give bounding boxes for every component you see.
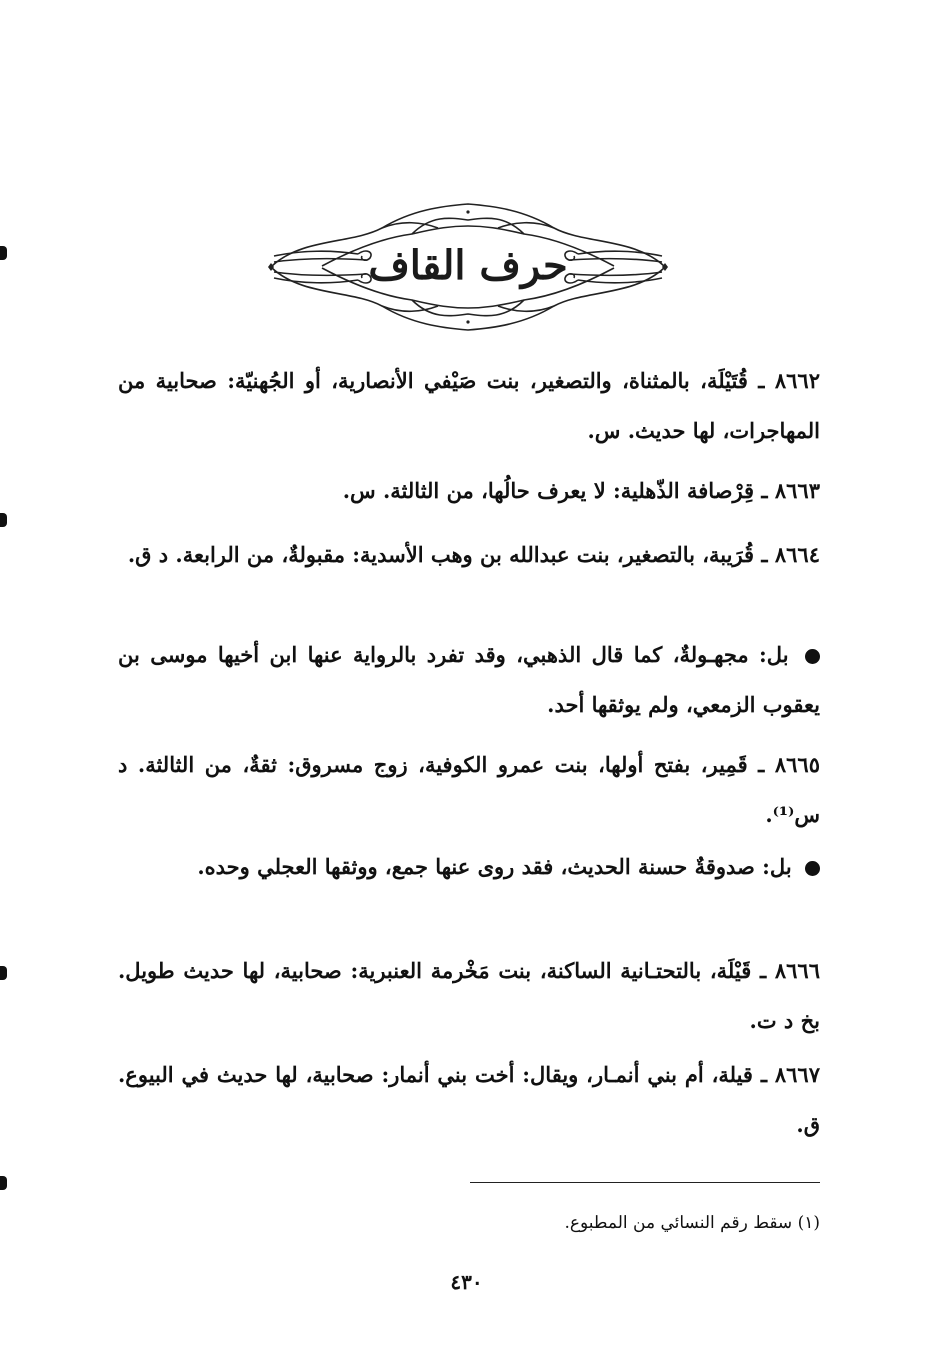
bullet-icon: [805, 649, 820, 664]
entry-text: ٨٦٦٧ ـ قيلة، أم بني أنمـار، ويقال: أخت بني أنمار: صحابية، لها حديث في البيوع. ق.: [118, 1062, 820, 1137]
entry-8662: [118, 356, 820, 456]
chapter-title: حرف القاف: [368, 242, 568, 289]
entry-text: ٨٦٦٦ ـ قَيْلَة، بالتحتـانية الساكنة، بنت مَخْرمة العنبرية: صحابية، لها حديث طويل. بخ د ت.: [118, 958, 820, 1033]
bullet-icon: [805, 861, 820, 876]
entry-text: ٨٦٦٤ ـ قُرَيبة، بالتصغير، بنت عبدالله بن وهب الأسدية: مقبولةٌ، من الرابعة. د ق.: [127, 542, 820, 567]
comment-8664: [118, 630, 820, 730]
entry-8663: [118, 466, 820, 516]
edge-mark: [0, 513, 7, 527]
edge-mark: [0, 1176, 7, 1190]
comment-8665: [118, 842, 820, 892]
comment-text: بل: صدوقةٌ حسنة الحديث، فقد روى عنها جمع، ووثقها العجلي وحده.: [197, 854, 792, 879]
edge-mark: [0, 246, 7, 260]
comment-text: بل: مجهـولةٌ، كما قال الذهبي، وقد تفرد بالرواية عنها ابن أخيها موسى بن يعقوب الزمعي، ولم يوثقها أحد.: [118, 642, 820, 717]
footnote-divider: [470, 1182, 820, 1183]
footnote: (١) سقط رقم النسائي من المطبوع.: [564, 1213, 820, 1233]
entry-8664: [118, 530, 820, 580]
entry-text: ٨٦٦٢ ـ قُتَيْلَة، بالمثناة، والتصغير، بنت صَيْفي الأنصارية، أو الجُهنيّة: صحابية من المهاجرات، لها حديث. س.: [118, 368, 820, 443]
entry-8666: [118, 946, 820, 1046]
entry-8665: [118, 740, 820, 840]
edge-mark: [0, 966, 7, 980]
page-number: ٤٣٠: [450, 1270, 483, 1294]
entry-text: ٨٦٦٥ ـ قَمِير، بفتح أولها، بنت عمرو الكوفية، زوج مسروق: ثقةٌ، من الثالثة. د س⁽¹⁾.: [118, 752, 820, 827]
entry-8667: [118, 1050, 820, 1150]
entry-text: ٨٦٦٣ ـ قِرْصافة الذّهلية: لا يعرف حالُها، من الثالثة. س.: [342, 478, 820, 503]
